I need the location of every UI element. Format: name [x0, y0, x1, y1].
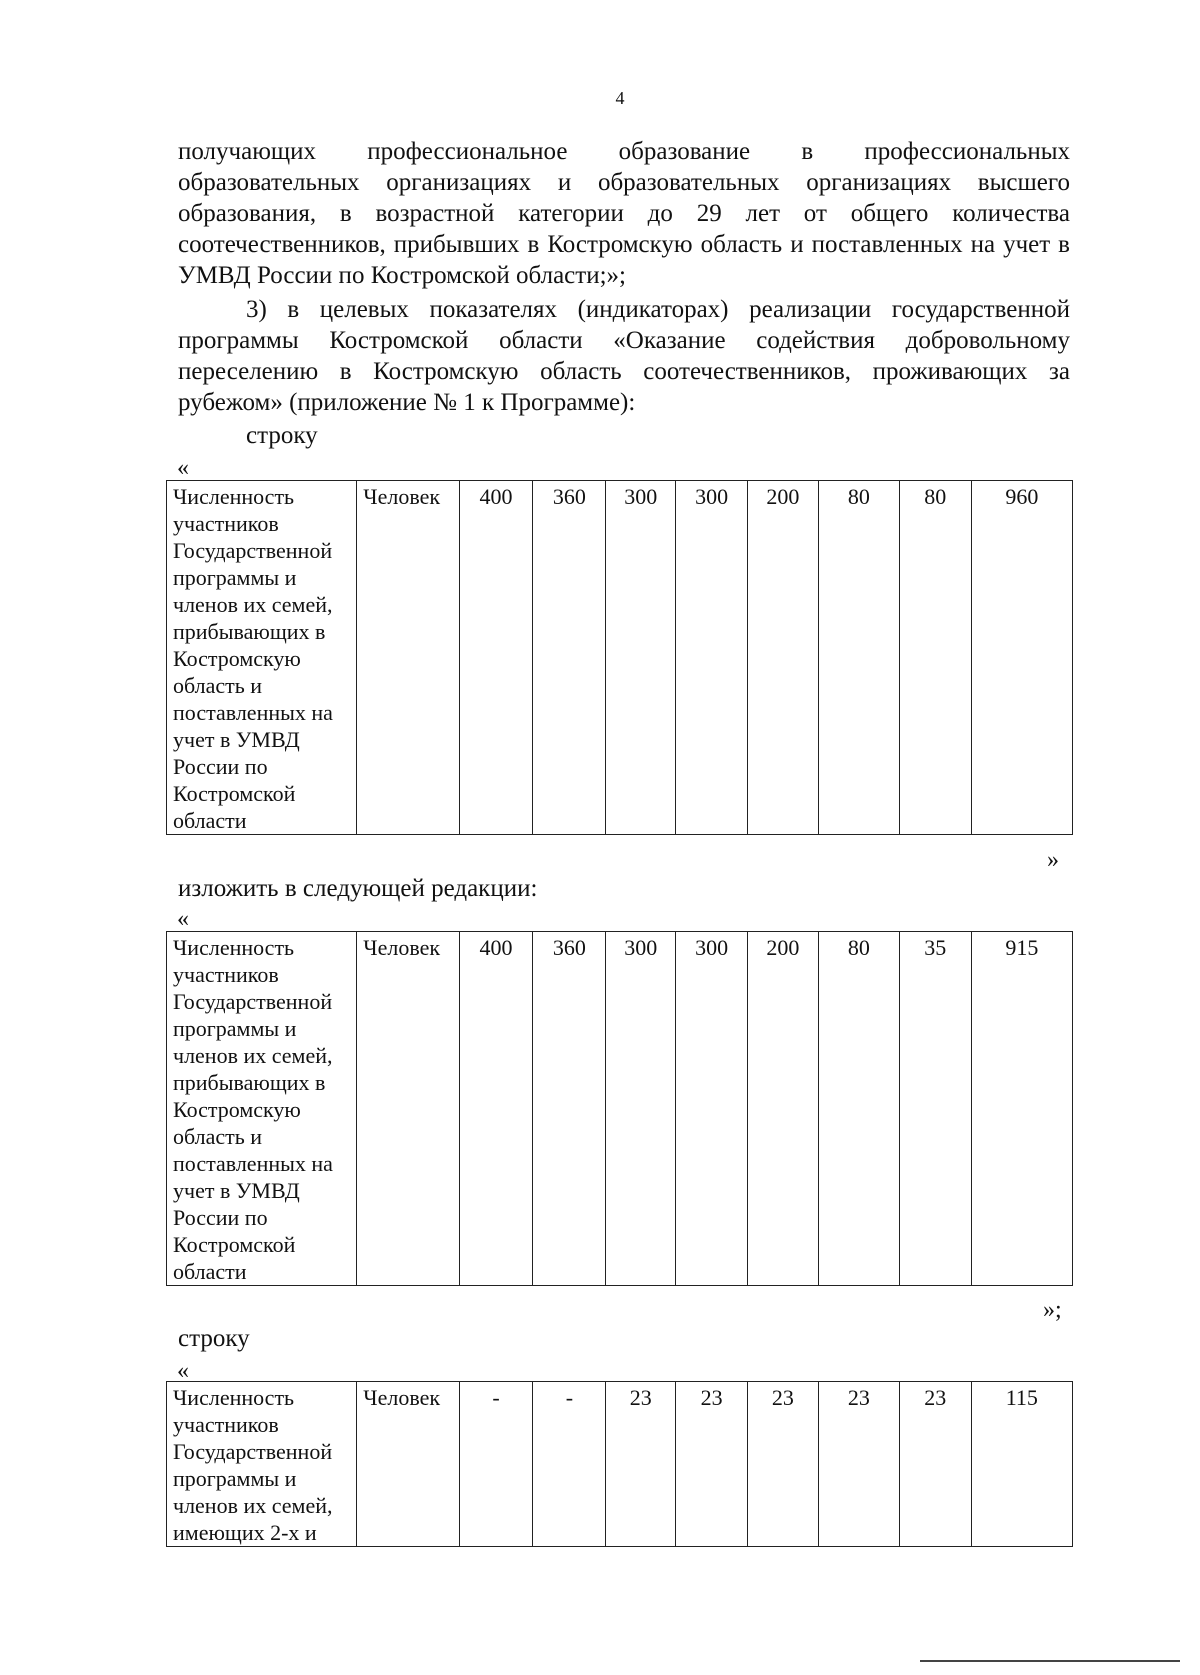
value-cell: 23 [676, 1382, 748, 1547]
footer-rule [920, 1660, 1180, 1662]
unit-cell: Человек [357, 481, 459, 835]
indicator-name: Численность участников Государственной программы и членов их семей, имеющих 2-х и [167, 1382, 357, 1547]
paragraph-continuation: получающих профессиональное образование в профессиональных образовательных организациях и образовательных организациях высшего образования, в возрастной категории до 29 лет от общего количества соотечественников, прибывших в Костромскую область и поставленных на учет в УМВД России по Костромской области;»; [178, 138, 1070, 289]
value-cell: 360 [533, 932, 606, 1286]
value-cell: 200 [748, 481, 819, 835]
label-stroku: строку [246, 422, 318, 449]
value-cell: - [459, 1382, 533, 1547]
value-cell: 360 [533, 481, 606, 835]
value-cell: 300 [606, 932, 676, 1286]
value-cell: 80 [899, 481, 971, 835]
value-cell: - [533, 1382, 606, 1547]
indicator-table-new [166, 931, 1073, 1286]
label-stroku: строку [178, 1325, 250, 1352]
unit-cell: Человек [357, 932, 459, 1286]
table-row [167, 481, 1073, 835]
close-quote: »; [1043, 1297, 1062, 1323]
open-quote: « [177, 455, 189, 481]
value-cell: 23 [748, 1382, 819, 1547]
indicator-table-third [166, 1381, 1073, 1547]
total-cell: 915 [971, 932, 1072, 1286]
value-cell: 400 [459, 481, 533, 835]
value-cell: 300 [606, 481, 676, 835]
value-cell: 23 [899, 1382, 971, 1547]
value-cell: 200 [748, 932, 819, 1286]
indicator-name: Численность участников Государственной программы и членов их семей, прибывающих в Костромскую область и поставленных на учет в УМВД России по Костромской области [167, 932, 357, 1286]
value-cell: 80 [818, 932, 899, 1286]
label-edit: изложить в следующей редакции: [178, 875, 538, 902]
indicator-table-old [166, 480, 1073, 835]
value-cell: 35 [899, 932, 971, 1286]
indicator-name: Численность участников Государственной программы и членов их семей, прибывающих в Костромскую область и поставленных на учет в УМВД России по Костромской области [167, 481, 357, 835]
value-cell: 400 [459, 932, 533, 1286]
unit-cell: Человек [357, 1382, 459, 1547]
value-cell: 23 [818, 1382, 899, 1547]
open-quote: « [177, 1358, 189, 1384]
total-cell: 960 [971, 481, 1072, 835]
table-row [167, 1382, 1073, 1547]
page-number: 4 [615, 88, 625, 108]
close-quote: » [1047, 847, 1059, 873]
value-cell: 300 [676, 481, 748, 835]
paragraph-item-3: 3) в целевых показателях (индикаторах) реализации государственной программы Костромской области «Оказание содействия добровольному переселению в Костромскую область соотечественников, проживающих за рубежом» (приложение № 1 к Программе): [178, 296, 1070, 416]
total-cell: 115 [971, 1382, 1072, 1547]
open-quote: « [177, 906, 189, 932]
value-cell: 23 [606, 1382, 676, 1547]
value-cell: 300 [676, 932, 748, 1286]
table-row [167, 932, 1073, 1286]
value-cell: 80 [818, 481, 899, 835]
